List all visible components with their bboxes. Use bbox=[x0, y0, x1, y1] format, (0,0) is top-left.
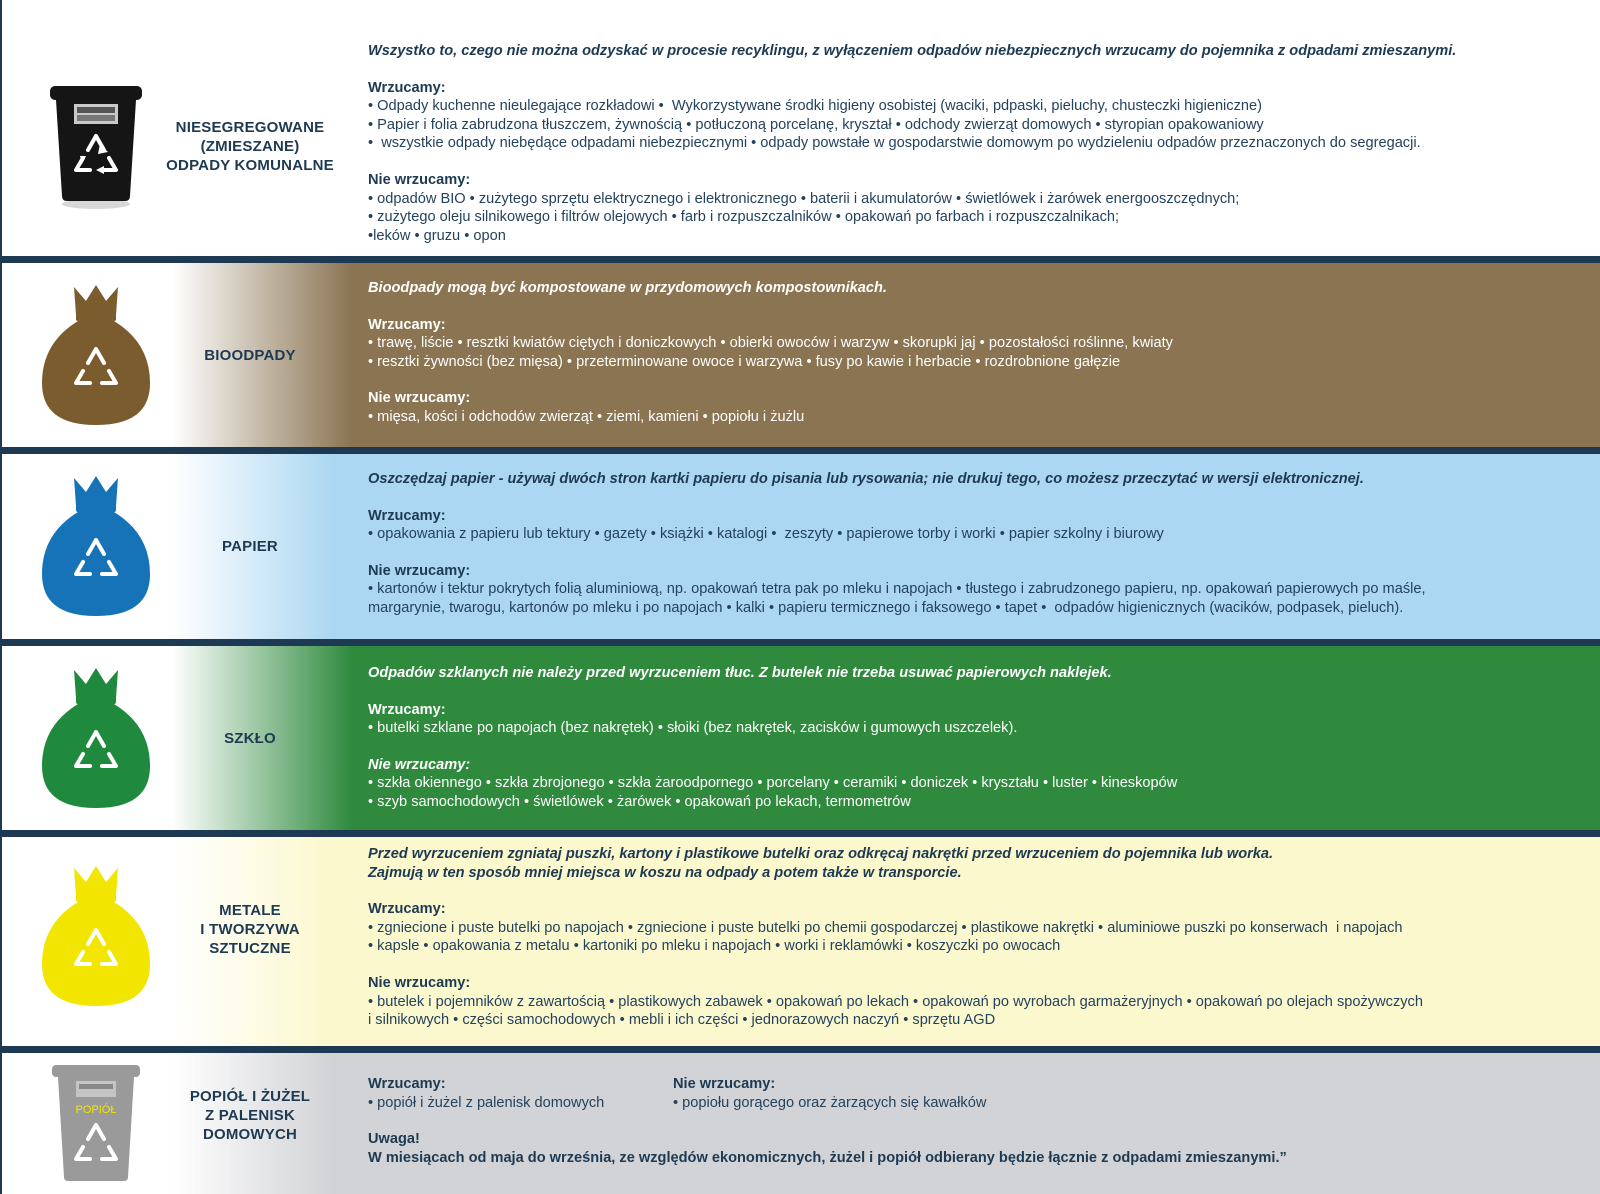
blue-bag-icon bbox=[36, 474, 156, 620]
section-bio bbox=[0, 263, 1600, 447]
section-intro: Przed wyrzuceniem zgniataj puszki, kartony i plastikowe butelki oraz odkręcaj nakrętki przed wrzuceniem do pojemnika lub worka. bbox=[368, 846, 1274, 862]
allowed-line: • popiół i żużel z palenisk domowych bbox=[368, 1094, 605, 1111]
forbidden-line: i silnikowych • części samochodowych • mebli i ich części • jednorazowych naczyń • sprzętu AGD bbox=[368, 1012, 996, 1029]
section-label-text: PAPIER bbox=[222, 537, 278, 555]
green-bag-icon bbox=[36, 666, 156, 812]
bin-icon-cell bbox=[30, 1059, 162, 1187]
forbidden-heading: Nie wrzucamy: bbox=[368, 390, 471, 407]
forbidden-line: • odpadów BIO • zużytego sprzętu elektrycznego i elektronicznego • baterii i akumulatorów • świetlówek i żarówek energooszczędnych; bbox=[368, 190, 1240, 207]
forbidden-heading: Nie wrzucamy: bbox=[368, 562, 471, 579]
allowed-line: • opakowania z papieru lub tektury • gazety • książki • katalogi • zeszyty • papierowe torby i worki • papier szkolny i biurowy bbox=[368, 526, 1164, 543]
allowed-line: • trawę, liście • resztki kwiatów ciętych i doniczkowych • obierki owoców i warzyw • skorupki jaj • pozostałości roślinne, kwiaty bbox=[368, 335, 1173, 352]
section-content bbox=[368, 470, 1560, 618]
ash-columns bbox=[368, 1075, 1560, 1112]
section-ash bbox=[0, 1053, 1600, 1194]
forbidden-line: margarynie, twarogu, kartonów po mleku i po napojach • kalki • papieru termicznego i faksowego • tapet • odpadów higienicznych (wacików, podpasek, pieluch). bbox=[368, 599, 1404, 616]
section-label bbox=[162, 524, 338, 568]
forbidden-line: • zużytego oleju silnikowego i filtrów olejowych • farb i rozpuszczalników • opakowań po farbach i rozpuszczalnikach; bbox=[368, 209, 1120, 226]
section-intro: Wszystko to, czego nie można odzyskać w procesie recyklingu, z wyłączeniem odpadów niebezpiecznych wrzucamy do pojemnika z odpadami zmieszanymi. bbox=[368, 43, 1457, 59]
section-label bbox=[162, 716, 338, 760]
section-glass bbox=[0, 646, 1600, 830]
section-label bbox=[162, 889, 338, 969]
note-text: W miesiącach od maja do września, ze względów ekonomicznych, żużel i popiół odbierany będzie łącznie z odpadami zmieszanymi.” bbox=[368, 1149, 1287, 1166]
forbidden-line: • kartonów i tektur pokrytych folią aluminiową, np. opakowań tetra pak po mleku i napojach • tłustego i zabrudzonego papieru, np. opakowań papierowych po maśle, bbox=[368, 581, 1426, 598]
forbidden-line: • szyb samochodowych • świetlówek • żarówek • opakowań po lekach, termometrów bbox=[368, 793, 911, 810]
forbidden-heading: Nie wrzucamy: bbox=[368, 974, 471, 991]
section-content bbox=[368, 664, 1560, 812]
bag-icon-cell bbox=[30, 281, 162, 431]
bin-icon-cell bbox=[30, 74, 162, 214]
allowed-heading: Wrzucamy: bbox=[368, 701, 446, 718]
section-divider bbox=[0, 1046, 1600, 1053]
section-metals-plastics bbox=[0, 837, 1600, 1046]
section-label-text: POPIÓŁ I ŻUŻEL Z PALENISK DOMOWYCH bbox=[189, 1087, 311, 1143]
section-divider bbox=[0, 830, 1600, 837]
section-divider bbox=[0, 256, 1600, 263]
allowed-heading: Wrzucamy: bbox=[368, 1076, 446, 1092]
forbidden-heading: Nie wrzucamy: bbox=[673, 1076, 776, 1092]
section-label-text: SZKŁO bbox=[224, 729, 276, 747]
section-content bbox=[368, 42, 1560, 245]
forbidden-line: •leków • gruzu • opon bbox=[368, 227, 506, 244]
allowed-line: • zgniecione i puste butelki po napojach • zgniecione i puste butelki po chemii gospodarczej • plastikowe nakrętki • aluminiowe puszki po konserwach i napojach bbox=[368, 919, 1403, 936]
section-label-text: NIESEGREGOWANE (ZMIESZANE) ODPADY KOMUNALNE bbox=[166, 118, 334, 174]
black-bin-icon bbox=[46, 78, 146, 210]
allowed-heading: Wrzucamy: bbox=[368, 316, 446, 333]
forbidden-line: • butelek i pojemników z zawartością • plastikowych zabawek • opakowań po lekach • opakowań po wyrobach garmażeryjnych • opakowań po olejach spożywczych bbox=[368, 993, 1423, 1010]
section-mixed-waste bbox=[0, 0, 1600, 256]
section-divider bbox=[0, 447, 1600, 454]
allowed-line: • butelki szklane po napojach (bez nakrętek) • słoiki (bez nakrętek, zacisków i gumowych uszczelek). bbox=[368, 720, 1018, 737]
bag-icon-cell bbox=[30, 472, 162, 622]
forbidden-column bbox=[673, 1075, 986, 1112]
section-intro: Oszczędzaj papier - używaj dwóch stron kartki papieru do pisania lub rysowania; nie drukuj tego, co możesz przeczytać w wersji elektronicznej. bbox=[368, 471, 1364, 487]
section-intro: Zajmują w ten sposób mniej miejsca w koszu na odpady a potem także w transporcie. bbox=[368, 864, 962, 881]
allowed-heading: Wrzucamy: bbox=[368, 901, 446, 918]
allowed-heading: Wrzucamy: bbox=[368, 507, 446, 524]
section-divider bbox=[0, 639, 1600, 646]
section-label bbox=[162, 1075, 338, 1155]
allowed-line: • kapsle • opakowania z metalu • kartoniki po mleku i napojach • worki i reklamówki • koszyczki po owocach bbox=[368, 938, 1061, 955]
allowed-column bbox=[368, 1075, 673, 1112]
allowed-line: • resztki żywności (bez mięsa) • przeterminowane owoce i warzywa • fusy po kawie i herbacie • rozdrobnione gałęzie bbox=[368, 353, 1121, 370]
forbidden-heading: Nie wrzucamy: bbox=[368, 756, 471, 773]
section-paper bbox=[0, 454, 1600, 639]
section-label bbox=[162, 333, 338, 377]
yellow-bag-icon bbox=[36, 864, 156, 1010]
bag-icon-cell bbox=[30, 857, 162, 1017]
section-content bbox=[368, 845, 1560, 1030]
forbidden-line: • mięsa, kości i odchodów zwierząt • ziemi, kamieni • popiołu i żużlu bbox=[368, 408, 805, 425]
note-heading: Uwaga! bbox=[368, 1131, 420, 1148]
section-label bbox=[162, 98, 338, 194]
allowed-line: • Odpady kuchenne nieulegające rozkładowi • Wykorzystywane środki higieny osobistej (waciki, pdpaski, pieluchy, chusteczki higieniczne) bbox=[368, 98, 1262, 115]
forbidden-heading: Nie wrzucamy: bbox=[368, 171, 471, 188]
grey-bin-icon bbox=[46, 1061, 146, 1185]
section-intro: Bioodpady mogą być kompostowane w przydomowych kompostownikach. bbox=[368, 280, 887, 296]
section-label-text: METALE I TWORZYWA SZTUCZNE bbox=[200, 901, 300, 957]
allowed-heading: Wrzucamy: bbox=[368, 79, 446, 96]
section-intro: Odpadów szklanych nie należy przed wyrzuceniem tłuc. Z butelek nie trzeba usuwać papierowych naklejek. bbox=[368, 665, 1112, 681]
section-content bbox=[368, 279, 1560, 427]
bin-label: POPIÓŁ bbox=[75, 1104, 117, 1116]
section-content bbox=[368, 1075, 1560, 1167]
section-label-text: BIOODPADY bbox=[204, 346, 296, 364]
allowed-line: • wszystkie odpady niebędące odpadami niebezpiecznymi • odpady powstałe w gospodarstwie domowym po wydzieleniu odpadów przeznaczonych do segregacji. bbox=[368, 135, 1421, 152]
bag-icon-cell bbox=[30, 664, 162, 814]
forbidden-line: • szkła okiennego • szkła zbrojonego • szkła żaroodpornego • porcelany • ceramiki • doniczek • kryształu • luster • kineskopów bbox=[368, 775, 1178, 792]
forbidden-line: • popiołu gorącego oraz żarzących się kawałków bbox=[673, 1094, 987, 1111]
allowed-line: • Papier i folia zabrudzona tłuszczem, żywnością • potłuczoną porcelanę, kryształ • odchody zwierząt domowych • styropian opakowaniowy bbox=[368, 116, 1264, 133]
brown-bag-icon bbox=[36, 283, 156, 429]
